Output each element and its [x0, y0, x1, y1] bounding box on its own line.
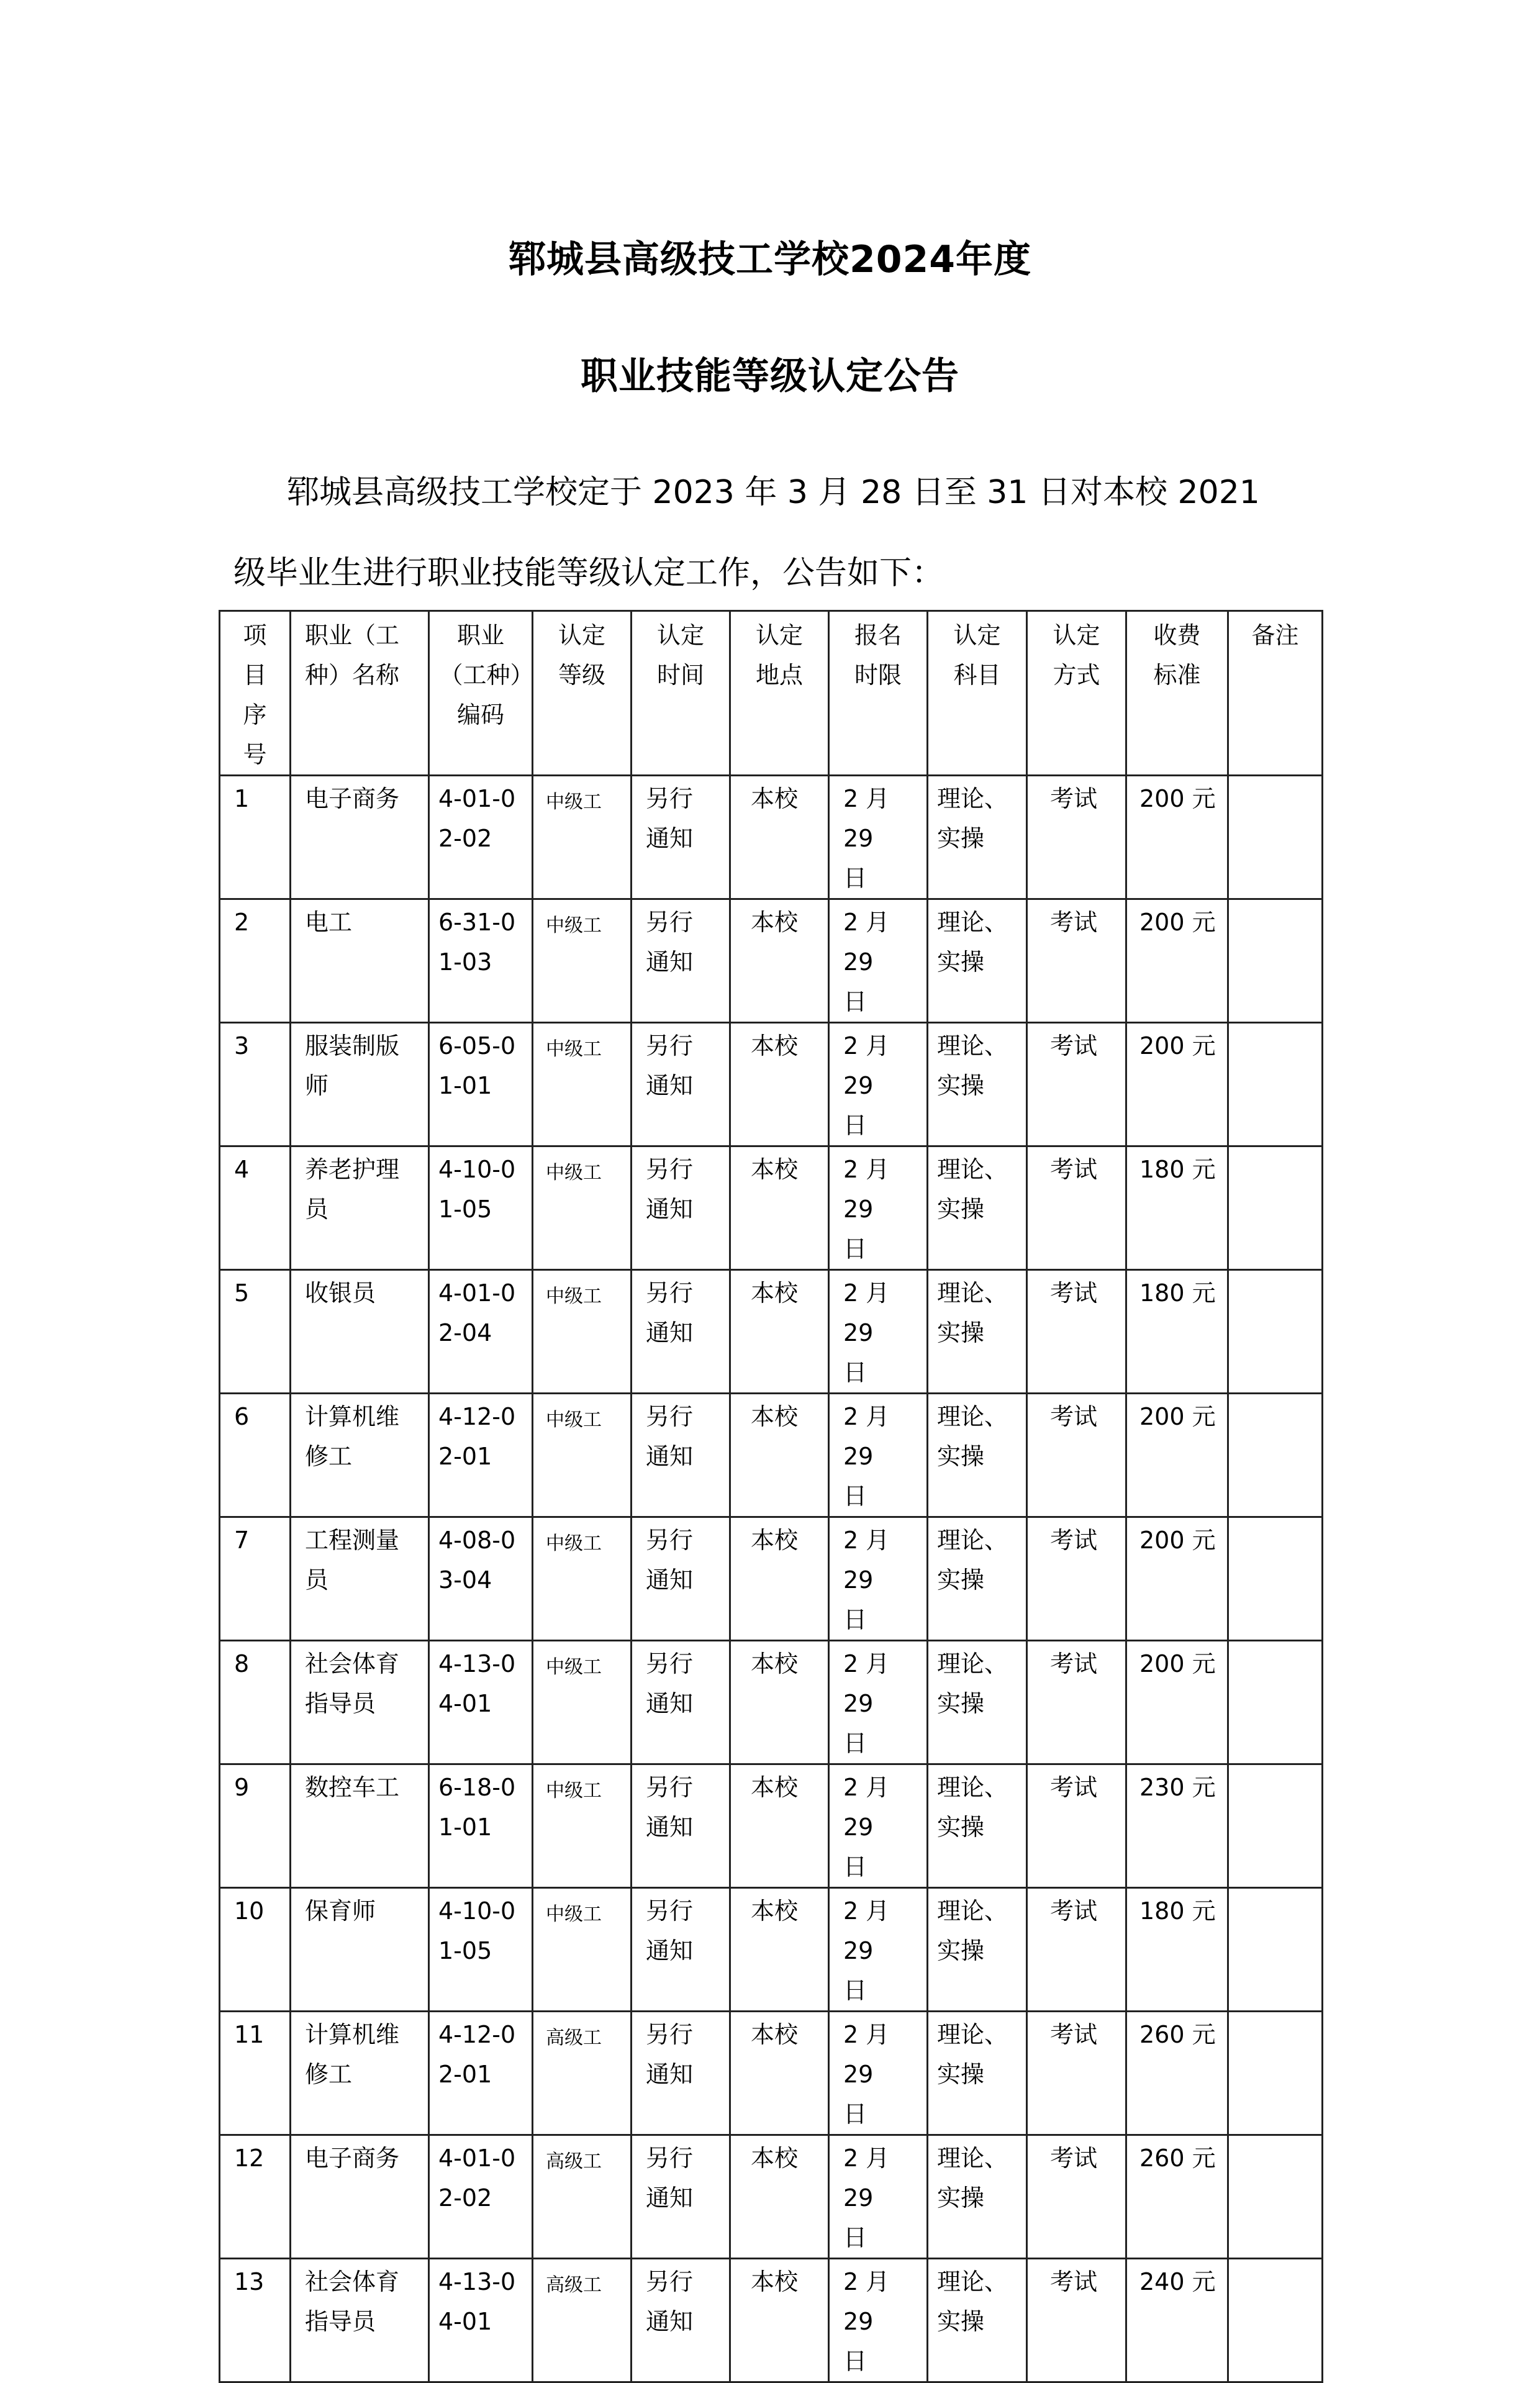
cell-method: 考试 — [1027, 1517, 1126, 1641]
cell-deadline: 2 月 29 日 — [829, 1023, 928, 1146]
cell-subject: 理论、实操 — [928, 1517, 1027, 1641]
cell-fee: 230 元 — [1126, 1764, 1228, 1888]
cell-fee: 200 元 — [1126, 899, 1228, 1023]
cell-deadline: 2 月 29 日 — [829, 1641, 928, 1764]
table-row — [220, 776, 1323, 899]
intro-paragraph-line1: 郓城县高级技工学校定于 2023 年 3 月 28 日至 31 日对本校 2021 — [287, 474, 1260, 511]
table-row — [220, 1764, 1323, 1888]
cell-fee: 200 元 — [1126, 1517, 1228, 1641]
cell-time: 另行通知 — [632, 1270, 730, 1394]
cell-time: 另行通知 — [632, 2259, 730, 2382]
cell-level: 中级工 — [533, 1270, 632, 1394]
cell-fee: 200 元 — [1126, 1394, 1228, 1517]
cell-deadline: 2 月 29 日 — [829, 776, 928, 899]
cell-level: 中级工 — [533, 776, 632, 899]
table-row — [220, 1270, 1323, 1394]
cell-item-no: 11 — [220, 2012, 291, 2135]
cell-note — [1228, 2135, 1323, 2259]
table-header-row — [220, 611, 1323, 776]
cell-occupation-code: 6-31-01-03 — [429, 899, 533, 1023]
cell-subject: 理论、实操 — [928, 1270, 1027, 1394]
header-note: 备注 — [1228, 611, 1323, 776]
cell-deadline: 2 月 29 日 — [829, 899, 928, 1023]
intro-paragraph-line2: 级毕业生进行职业技能等级认定工作，公告如下： — [233, 555, 944, 592]
cell-deadline: 2 月 29 日 — [829, 1270, 928, 1394]
cell-occupation-name: 电子商务 — [291, 2135, 429, 2259]
table-row — [220, 1888, 1323, 2012]
cell-occupation-name: 社会体育指导员 — [291, 1641, 429, 1764]
cell-time: 另行通知 — [632, 899, 730, 1023]
cell-place: 本校 — [730, 1641, 829, 1764]
cell-level: 高级工 — [533, 2259, 632, 2382]
cell-occupation-name: 养老护理员 — [291, 1146, 429, 1270]
cell-deadline: 2 月 29 日 — [829, 1764, 928, 1888]
cell-subject: 理论、实操 — [928, 2135, 1027, 2259]
cell-method: 考试 — [1027, 1270, 1126, 1394]
header-deadline: 报名时限 — [829, 611, 928, 776]
cell-item-no: 7 — [220, 1517, 291, 1641]
cell-item-no: 8 — [220, 1641, 291, 1764]
cell-item-no: 12 — [220, 2135, 291, 2259]
cell-occupation-name: 保育师 — [291, 1888, 429, 2012]
header-level: 认定等级 — [533, 611, 632, 776]
cell-method: 考试 — [1027, 1394, 1126, 1517]
cell-deadline: 2 月 29 日 — [829, 1146, 928, 1270]
cell-note — [1228, 1146, 1323, 1270]
cell-subject: 理论、实操 — [928, 899, 1027, 1023]
cell-occupation-name: 计算机维修工 — [291, 2012, 429, 2135]
cell-level: 中级工 — [533, 1764, 632, 1888]
cell-time: 另行通知 — [632, 1888, 730, 2012]
table-row — [220, 1394, 1323, 1517]
cell-time: 另行通知 — [632, 1641, 730, 1764]
cell-method: 考试 — [1027, 1146, 1126, 1270]
table-row — [220, 1641, 1323, 1764]
cell-occupation-code: 6-05-01-01 — [429, 1023, 533, 1146]
cell-deadline: 2 月 29 日 — [829, 1394, 928, 1517]
cell-fee: 180 元 — [1126, 1888, 1228, 2012]
cell-time: 另行通知 — [632, 1517, 730, 1641]
cell-level: 高级工 — [533, 2012, 632, 2135]
cell-level: 中级工 — [533, 1146, 632, 1270]
cell-fee: 200 元 — [1126, 1641, 1228, 1764]
cell-occupation-code: 4-01-02-04 — [429, 1270, 533, 1394]
cell-fee: 200 元 — [1126, 1023, 1228, 1146]
cell-method: 考试 — [1027, 2259, 1126, 2382]
cell-method: 考试 — [1027, 1023, 1126, 1146]
cell-deadline: 2 月 29 日 — [829, 2135, 928, 2259]
cell-place: 本校 — [730, 2012, 829, 2135]
cell-place: 本校 — [730, 1888, 829, 2012]
cell-occupation-name: 服装制版师 — [291, 1023, 429, 1146]
cell-subject: 理论、实操 — [928, 1394, 1027, 1517]
cell-subject: 理论、实操 — [928, 1146, 1027, 1270]
cell-method: 考试 — [1027, 1764, 1126, 1888]
header-place: 认定地点 — [730, 611, 829, 776]
cell-place: 本校 — [730, 1517, 829, 1641]
cell-place: 本校 — [730, 1394, 829, 1517]
cell-item-no: 3 — [220, 1023, 291, 1146]
cell-time: 另行通知 — [632, 1764, 730, 1888]
cell-place: 本校 — [730, 2135, 829, 2259]
cell-occupation-code: 4-08-03-04 — [429, 1517, 533, 1641]
cell-time: 另行通知 — [632, 776, 730, 899]
cell-item-no: 9 — [220, 1764, 291, 1888]
header-subject: 认定科目 — [928, 611, 1027, 776]
cell-level: 中级工 — [533, 1888, 632, 2012]
cell-occupation-name: 电工 — [291, 899, 429, 1023]
document-title-line2: 职业技能等级认定公告 — [581, 355, 959, 398]
cell-time: 另行通知 — [632, 1394, 730, 1517]
cell-fee: 240 元 — [1126, 2259, 1228, 2382]
cell-occupation-code: 4-13-04-01 — [429, 2259, 533, 2382]
cell-occupation-code: 4-13-04-01 — [429, 1641, 533, 1764]
cell-time: 另行通知 — [632, 2012, 730, 2135]
cell-occupation-name: 数控车工 — [291, 1764, 429, 1888]
header-occupation-code: 职业（工种）编码 — [429, 611, 533, 776]
cell-deadline: 2 月 29 日 — [829, 2012, 928, 2135]
cell-time: 另行通知 — [632, 1146, 730, 1270]
cell-item-no: 5 — [220, 1270, 291, 1394]
cell-occupation-name: 收银员 — [291, 1270, 429, 1394]
cell-fee: 260 元 — [1126, 2135, 1228, 2259]
cell-item-no: 6 — [220, 1394, 291, 1517]
cell-fee: 200 元 — [1126, 776, 1228, 899]
cell-level: 高级工 — [533, 2135, 632, 2259]
cell-occupation-code: 4-12-02-01 — [429, 1394, 533, 1517]
cell-item-no: 2 — [220, 899, 291, 1023]
cell-level: 中级工 — [533, 1394, 632, 1517]
table-row — [220, 2135, 1323, 2259]
table-row — [220, 1023, 1323, 1146]
document-title-line1: 郓城县高级技工学校2024年度 — [509, 238, 1031, 281]
table-row — [220, 2259, 1323, 2382]
cell-place: 本校 — [730, 776, 829, 899]
cell-place: 本校 — [730, 1270, 829, 1394]
cell-occupation-code: 4-01-02-02 — [429, 2135, 533, 2259]
cell-place: 本校 — [730, 1146, 829, 1270]
cell-occupation-code: 6-18-01-01 — [429, 1764, 533, 1888]
cell-deadline: 2 月 29 日 — [829, 1888, 928, 2012]
header-item-no: 项目序号 — [220, 611, 291, 776]
cell-occupation-code: 4-12-02-01 — [429, 2012, 533, 2135]
cell-note — [1228, 1270, 1323, 1394]
cell-occupation-code: 4-10-01-05 — [429, 1888, 533, 2012]
cell-method: 考试 — [1027, 1641, 1126, 1764]
cell-place: 本校 — [730, 1023, 829, 1146]
header-occupation-name: 职业（工种）名称 — [291, 611, 429, 776]
cell-note — [1228, 2012, 1323, 2135]
cell-item-no: 4 — [220, 1146, 291, 1270]
cell-method: 考试 — [1027, 2135, 1126, 2259]
cell-occupation-code: 4-01-02-02 — [429, 776, 533, 899]
cell-note — [1228, 2259, 1323, 2382]
cell-occupation-name: 计算机维修工 — [291, 1394, 429, 1517]
cell-subject: 理论、实操 — [928, 2012, 1027, 2135]
cell-subject: 理论、实操 — [928, 776, 1027, 899]
table-row — [220, 1517, 1323, 1641]
cell-place: 本校 — [730, 2259, 829, 2382]
cell-item-no: 1 — [220, 776, 291, 899]
header-method: 认定方式 — [1027, 611, 1126, 776]
cell-note — [1228, 1888, 1323, 2012]
cell-note — [1228, 1517, 1323, 1641]
cell-note — [1228, 899, 1323, 1023]
cell-subject: 理论、实操 — [928, 1764, 1027, 1888]
cell-method: 考试 — [1027, 776, 1126, 899]
cell-note — [1228, 1764, 1323, 1888]
cell-item-no: 10 — [220, 1888, 291, 2012]
cell-occupation-name: 社会体育指导员 — [291, 2259, 429, 2382]
cell-occupation-code: 4-10-01-05 — [429, 1146, 533, 1270]
cell-note — [1228, 776, 1323, 899]
cell-subject: 理论、实操 — [928, 1023, 1027, 1146]
table-row — [220, 1146, 1323, 1270]
cell-fee: 180 元 — [1126, 1270, 1228, 1394]
cell-place: 本校 — [730, 1764, 829, 1888]
cell-item-no: 13 — [220, 2259, 291, 2382]
cell-method: 考试 — [1027, 1888, 1126, 2012]
cell-subject: 理论、实操 — [928, 2259, 1027, 2382]
cell-place: 本校 — [730, 899, 829, 1023]
cell-note — [1228, 1394, 1323, 1517]
cell-occupation-name: 工程测量员 — [291, 1517, 429, 1641]
cell-occupation-name: 电子商务 — [291, 776, 429, 899]
cell-level: 中级工 — [533, 1023, 632, 1146]
cell-note — [1228, 1641, 1323, 1764]
cell-fee: 180 元 — [1126, 1146, 1228, 1270]
cell-method: 考试 — [1027, 2012, 1126, 2135]
table-row — [220, 899, 1323, 1023]
header-time: 认定时间 — [632, 611, 730, 776]
cell-level: 中级工 — [533, 899, 632, 1023]
cell-deadline: 2 月 29 日 — [829, 1517, 928, 1641]
header-fee: 收费标准 — [1126, 611, 1228, 776]
cell-deadline: 2 月 29 日 — [829, 2259, 928, 2382]
cell-method: 考试 — [1027, 899, 1126, 1023]
cell-fee: 260 元 — [1126, 2012, 1228, 2135]
table-row — [220, 2012, 1323, 2135]
cell-note — [1228, 1023, 1323, 1146]
cell-level: 中级工 — [533, 1517, 632, 1641]
cell-time: 另行通知 — [632, 1023, 730, 1146]
certification-table — [219, 610, 1323, 2383]
cell-level: 中级工 — [533, 1641, 632, 1764]
cell-subject: 理论、实操 — [928, 1888, 1027, 2012]
cell-subject: 理论、实操 — [928, 1641, 1027, 1764]
cell-time: 另行通知 — [632, 2135, 730, 2259]
